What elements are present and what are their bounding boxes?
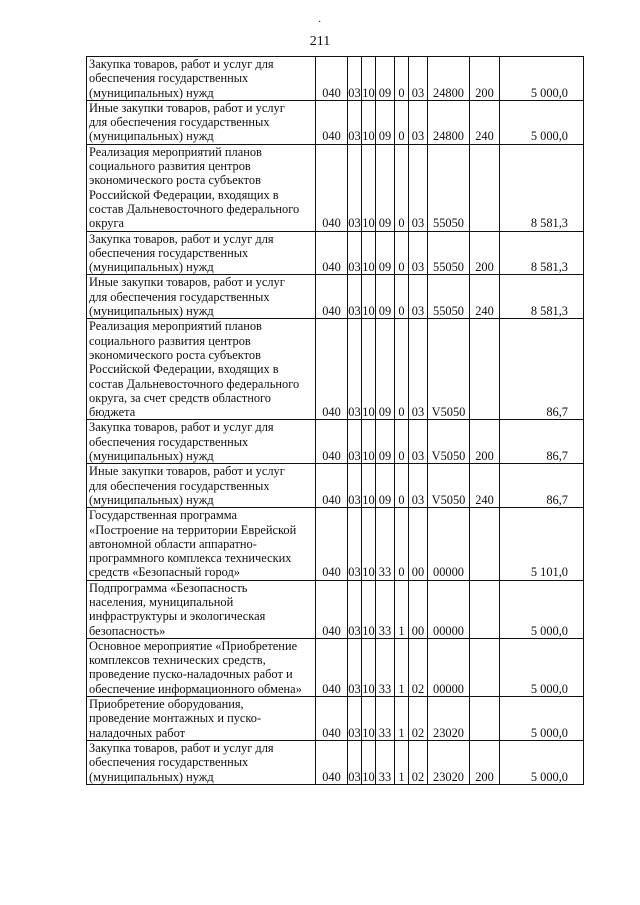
section-code: 03	[348, 319, 362, 420]
expense-type-code	[470, 697, 500, 741]
row-name	[87, 697, 316, 741]
section-code: 03	[348, 464, 362, 508]
ministry-code: 040	[316, 231, 348, 275]
direction-code: 00000	[428, 508, 470, 580]
section-code: 03	[348, 100, 362, 144]
row-name-line: Подпрограмма «Безопасность	[89, 580, 248, 595]
section-code: 03	[348, 275, 362, 319]
direction-code: V5050	[428, 464, 470, 508]
row-name-line: Основное мероприятие «Приобретение	[89, 638, 298, 653]
direction-code: 55050	[428, 144, 470, 231]
row-name-line: Иные закупки товаров, работ и услуг	[89, 464, 285, 479]
subprogram-code: 0	[395, 464, 409, 508]
expense-type-code: 200	[470, 57, 500, 101]
subsection-code: 10	[362, 740, 376, 784]
row-name-line: Закупка товаров, работ и услуг для	[89, 740, 274, 755]
ministry-code: 040	[316, 638, 348, 696]
row-name	[87, 580, 316, 638]
table-row	[87, 740, 584, 784]
program-code: 09	[376, 144, 395, 231]
row-name-line: (муниципальных) нужд	[89, 129, 214, 144]
row-name-line: обеспечение информационного обмена»	[89, 681, 302, 696]
expense-type-code	[470, 144, 500, 231]
table-row	[87, 508, 584, 580]
row-name-line: социального развития центров	[89, 159, 251, 174]
row-name-line: инфраструктуры и экологическая	[89, 609, 266, 624]
scan-speck: ·	[318, 17, 322, 28]
expense-type-code: 240	[470, 100, 500, 144]
expense-type-code: 200	[470, 231, 500, 275]
expense-type-code	[470, 508, 500, 580]
main-activity-code: 03	[409, 144, 428, 231]
direction-code: 55050	[428, 275, 470, 319]
row-name-line: обеспечения государственных	[89, 245, 249, 260]
subsection-code: 10	[362, 275, 376, 319]
subsection-code: 10	[362, 100, 376, 144]
row-name-line: Российской Федерации, входящих в	[89, 362, 279, 377]
subprogram-code: 0	[395, 319, 409, 420]
subsection-code: 10	[362, 580, 376, 638]
subprogram-code: 1	[395, 638, 409, 696]
ministry-code: 040	[316, 508, 348, 580]
section-code: 03	[348, 697, 362, 741]
ministry-code: 040	[316, 580, 348, 638]
ministry-code: 040	[316, 697, 348, 741]
program-code: 33	[376, 697, 395, 741]
row-name	[87, 57, 316, 101]
subprogram-code: 0	[395, 57, 409, 101]
expense-type-code: 200	[470, 420, 500, 464]
amount: 5 101,0	[500, 508, 584, 580]
program-code: 09	[376, 100, 395, 144]
row-name-line: проведение пуско-наладочных работ и	[89, 667, 293, 682]
table-row	[87, 697, 584, 741]
row-name-line: Закупка товаров, работ и услуг для	[89, 420, 274, 435]
subprogram-code: 0	[395, 100, 409, 144]
expense-type-code	[470, 638, 500, 696]
row-name-line: автономной области аппаратно-	[89, 536, 257, 551]
row-name-line: «Построение на территории Еврейской	[89, 522, 297, 537]
expense-type-code: 240	[470, 275, 500, 319]
main-activity-code: 03	[409, 420, 428, 464]
table-row	[87, 580, 584, 638]
main-activity-code: 00	[409, 580, 428, 638]
direction-code: 00000	[428, 580, 470, 638]
amount: 86,7	[500, 319, 584, 420]
section-code: 03	[348, 580, 362, 638]
ministry-code: 040	[316, 319, 348, 420]
subprogram-code: 0	[395, 275, 409, 319]
amount: 86,7	[500, 464, 584, 508]
subsection-code: 10	[362, 319, 376, 420]
row-name	[87, 100, 316, 144]
row-name-line: Российской Федерации, входящих в	[89, 187, 279, 202]
main-activity-code: 03	[409, 100, 428, 144]
row-name-line: средств «Безопасный город»	[89, 565, 240, 580]
row-name-line: населения, муниципальной	[89, 594, 234, 609]
subsection-code: 10	[362, 464, 376, 508]
row-name-line: Закупка товаров, работ и услуг для	[89, 231, 274, 246]
row-name-line: (муниципальных) нужд	[89, 492, 214, 507]
ministry-code: 040	[316, 275, 348, 319]
row-name	[87, 231, 316, 275]
main-activity-code: 03	[409, 319, 428, 420]
row-name-line: состав Дальневосточного федерального	[89, 376, 300, 391]
row-name-line: Реализация мероприятий планов	[89, 319, 262, 334]
row-name-line: (муниципальных) нужд	[89, 85, 214, 100]
subprogram-code: 1	[395, 580, 409, 638]
direction-code: 23020	[428, 740, 470, 784]
expense-type-code	[470, 580, 500, 638]
expense-type-code: 200	[470, 740, 500, 784]
direction-code: 24800	[428, 100, 470, 144]
row-name	[87, 420, 316, 464]
row-name-line: Приобретение оборудования,	[89, 697, 244, 712]
row-name-line: обеспечения государственных	[89, 434, 249, 449]
row-name	[87, 275, 316, 319]
row-name-line: бюджета	[89, 405, 136, 420]
table-row	[87, 231, 584, 275]
row-name-line: социального развития центров	[89, 333, 251, 348]
subprogram-code: 0	[395, 508, 409, 580]
row-name-line: обеспечения государственных	[89, 71, 249, 86]
row-name-line: для обеспечения государственных	[89, 289, 270, 304]
amount: 5 000,0	[500, 100, 584, 144]
subprogram-code: 0	[395, 231, 409, 275]
row-name	[87, 464, 316, 508]
program-code: 33	[376, 508, 395, 580]
main-activity-code: 02	[409, 638, 428, 696]
direction-code: V5050	[428, 319, 470, 420]
amount: 5 000,0	[500, 57, 584, 101]
expense-type-code: 240	[470, 464, 500, 508]
main-activity-code: 00	[409, 508, 428, 580]
direction-code: V5050	[428, 420, 470, 464]
budget-table	[86, 56, 584, 785]
row-name-line: Иные закупки товаров, работ и услуг	[89, 275, 285, 290]
program-code: 09	[376, 57, 395, 101]
amount: 86,7	[500, 420, 584, 464]
table-row	[87, 464, 584, 508]
row-name-line: (муниципальных) нужд	[89, 449, 214, 464]
amount: 8 581,3	[500, 144, 584, 231]
subsection-code: 10	[362, 231, 376, 275]
subsection-code: 10	[362, 638, 376, 696]
subsection-code: 10	[362, 144, 376, 231]
row-name-line: экономического роста субъектов	[89, 173, 261, 188]
subsection-code: 10	[362, 420, 376, 464]
row-name-line: программного комплекса технических	[89, 551, 292, 566]
row-name-line: округа, за счет средств областного	[89, 390, 271, 405]
main-activity-code: 02	[409, 697, 428, 741]
section-code: 03	[348, 144, 362, 231]
program-code: 33	[376, 740, 395, 784]
row-name	[87, 319, 316, 420]
row-name-line: (муниципальных) нужд	[89, 260, 214, 275]
row-name-line: комплексов технических средств,	[89, 653, 266, 668]
row-name-line: для обеспечения государственных	[89, 115, 270, 130]
table-row	[87, 57, 584, 101]
ministry-code: 040	[316, 100, 348, 144]
table-row	[87, 420, 584, 464]
program-code: 09	[376, 231, 395, 275]
program-code: 09	[376, 319, 395, 420]
section-code: 03	[348, 508, 362, 580]
row-name-line: Иные закупки товаров, работ и услуг	[89, 100, 285, 115]
section-code: 03	[348, 638, 362, 696]
amount: 5 000,0	[500, 740, 584, 784]
subprogram-code: 1	[395, 697, 409, 741]
program-code: 33	[376, 580, 395, 638]
subprogram-code: 0	[395, 144, 409, 231]
row-name-line: Государственная программа	[89, 508, 237, 523]
ministry-code: 040	[316, 464, 348, 508]
row-name-line: (муниципальных) нужд	[89, 304, 214, 319]
expense-type-code	[470, 319, 500, 420]
direction-code: 55050	[428, 231, 470, 275]
row-name-line: наладочных работ	[89, 725, 186, 740]
row-name-line: экономического роста субъектов	[89, 347, 261, 362]
ministry-code: 040	[316, 420, 348, 464]
row-name	[87, 144, 316, 231]
subsection-code: 10	[362, 508, 376, 580]
section-code: 03	[348, 231, 362, 275]
direction-code: 24800	[428, 57, 470, 101]
subprogram-code: 1	[395, 740, 409, 784]
row-name-line: состав Дальневосточного федерального	[89, 201, 300, 216]
program-code: 09	[376, 464, 395, 508]
amount: 8 581,3	[500, 231, 584, 275]
budget-table-body	[87, 57, 584, 785]
row-name-line: безопасность»	[89, 623, 166, 638]
section-code: 03	[348, 740, 362, 784]
direction-code: 00000	[428, 638, 470, 696]
main-activity-code: 03	[409, 464, 428, 508]
row-name-line: проведение монтажных и пуско-	[89, 711, 262, 726]
row-name	[87, 740, 316, 784]
section-code: 03	[348, 57, 362, 101]
ministry-code: 040	[316, 144, 348, 231]
table-row	[87, 319, 584, 420]
amount: 5 000,0	[500, 697, 584, 741]
direction-code: 23020	[428, 697, 470, 741]
main-activity-code: 03	[409, 57, 428, 101]
row-name-line: обеспечения государственных	[89, 755, 249, 770]
table-row	[87, 638, 584, 696]
table-row	[87, 275, 584, 319]
program-code: 09	[376, 420, 395, 464]
ministry-code: 040	[316, 57, 348, 101]
main-activity-code: 02	[409, 740, 428, 784]
row-name-line: (муниципальных) нужд	[89, 769, 214, 784]
row-name-line: Закупка товаров, работ и услуг для	[89, 57, 274, 71]
main-activity-code: 03	[409, 231, 428, 275]
row-name-line: округа	[89, 216, 125, 231]
row-name	[87, 638, 316, 696]
subsection-code: 10	[362, 57, 376, 101]
program-code: 33	[376, 638, 395, 696]
subsection-code: 10	[362, 697, 376, 741]
subprogram-code: 0	[395, 420, 409, 464]
page-number: 211	[309, 34, 331, 49]
section-code: 03	[348, 420, 362, 464]
row-name-line: Реализация мероприятий планов	[89, 144, 262, 159]
main-activity-code: 03	[409, 275, 428, 319]
table-row	[87, 144, 584, 231]
row-name	[87, 508, 316, 580]
table-row	[87, 100, 584, 144]
row-name-line: для обеспечения государственных	[89, 478, 270, 493]
amount: 8 581,3	[500, 275, 584, 319]
amount: 5 000,0	[500, 638, 584, 696]
program-code: 09	[376, 275, 395, 319]
amount: 5 000,0	[500, 580, 584, 638]
ministry-code: 040	[316, 740, 348, 784]
